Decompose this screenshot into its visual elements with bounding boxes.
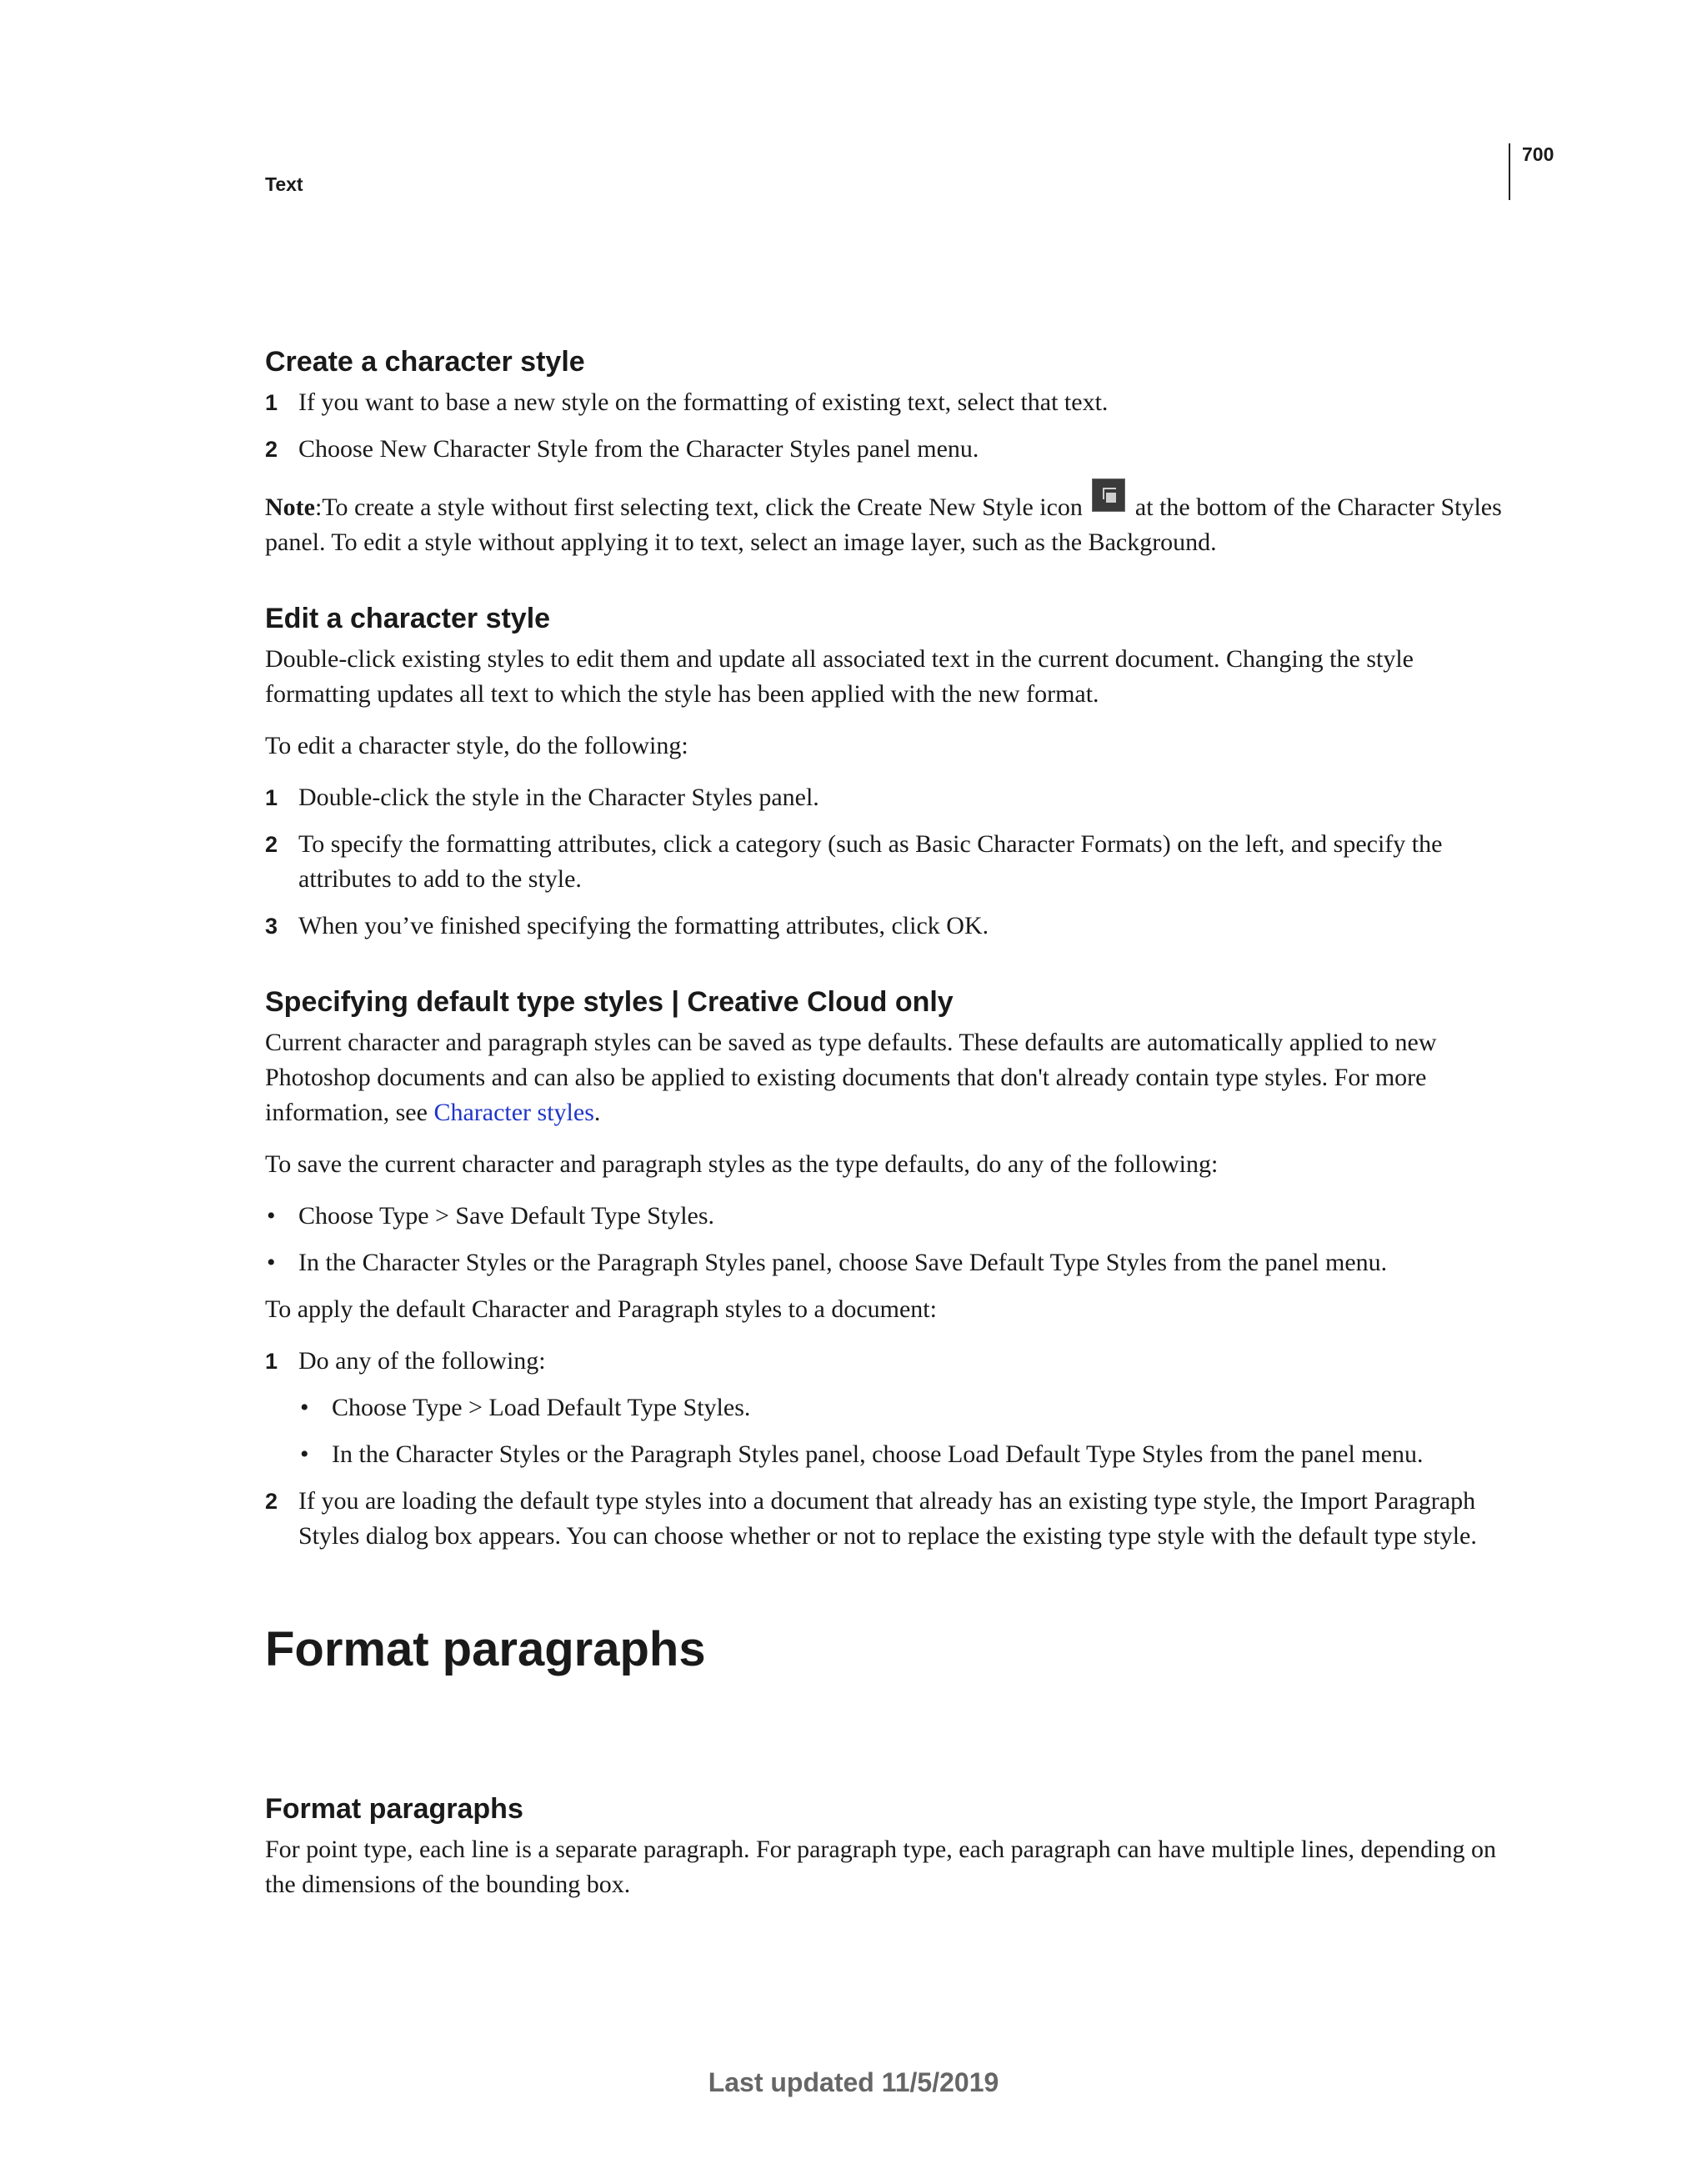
list-item (265, 780, 1503, 815)
section-title: Format paragraphs (265, 1793, 523, 1825)
bullet-glyph: • (267, 1202, 276, 1230)
step-number: 2 (265, 437, 278, 462)
page-number-rule (1509, 143, 1510, 200)
section-create-character-style (265, 343, 1503, 560)
bullet-text: Choose Type > Save Default Type Styles. (298, 1202, 715, 1230)
list-item (265, 385, 1503, 420)
step-number: 1 (265, 785, 278, 810)
step-text: Do any of the following: (298, 1347, 546, 1375)
section-default-type-styles (265, 984, 1503, 1554)
save-bullets-list (265, 1199, 1503, 1280)
list-item (265, 1344, 1503, 1472)
step-text: When you’ve finished specifying the formatting attributes, click OK. (298, 912, 989, 939)
lead-paragraph: To edit a character style, do the following: (265, 732, 688, 759)
step-number: 3 (265, 914, 278, 939)
list-item (265, 1484, 1503, 1554)
bullet-glyph: • (267, 1249, 276, 1276)
step-text: To specify the formatting attributes, click a category (such as Basic Character Formats) on the left, and specify the attributes to add to the style. (298, 830, 1443, 893)
step-number: 2 (265, 832, 278, 857)
intro-paragraph (265, 1025, 1503, 1130)
step-number: 2 (265, 1489, 278, 1514)
note-label: Note (265, 493, 315, 521)
list-item (265, 1245, 1503, 1280)
bullet-text: In the Character Styles or the Paragraph Styles panel, choose Load Default Type Styles from the panel menu. (332, 1440, 1424, 1468)
body-paragraph: For point type, each line is a separate paragraph. For paragraph type, each paragraph can have multiple lines, depending on the dimensions of the bounding box. (265, 1836, 1496, 1898)
step-text: If you are loading the default type styles into a document that already has an existing type style, the Import Paragraph Styles dialog box appears. You can choose whether or not to replace the existing type style with the default type style. (298, 1487, 1477, 1550)
section-title: Create a character style (265, 346, 585, 378)
create-new-style-icon (1092, 478, 1125, 512)
steps-list (265, 780, 1503, 944)
page-content (265, 343, 1503, 1919)
list-item (298, 1390, 1503, 1425)
step-text: Double-click the style in the Character Styles panel. (298, 784, 819, 811)
note-text-before-icon: :To create a style without first selecting text, click the Create New Style icon (314, 493, 1083, 521)
intro-text: Current character and paragraph styles can be saved as type defaults. These defaults are automatically applied to new Photoshop documents and can also be applied to existing documents that don't already contain type styles. For more information, see (265, 1029, 1437, 1126)
section-edit-character-style (265, 600, 1503, 944)
step-text: If you want to base a new style on the formatting of existing text, select that text. (298, 388, 1109, 416)
list-item (265, 432, 1503, 467)
save-lead-paragraph: To save the current character and paragraph styles as the type defaults, do any of the following: (265, 1150, 1219, 1178)
steps-list (265, 385, 1503, 467)
intro-paragraph: Double-click existing styles to edit them and update all associated text in the current document. Changing the style formatting updates all text to which the style has been applied with the new format. (265, 645, 1414, 708)
section-title: Specifying default type styles | Creative Cloud only (265, 986, 954, 1018)
list-item (298, 1437, 1503, 1472)
note-text-after-icon: at the bottom of the Character Styles panel. To edit a style without applying it to text, select an image layer, such as the Background. (265, 493, 1502, 556)
list-item (265, 1199, 1503, 1234)
page-number: 700 (1522, 143, 1554, 165)
bullet-text: Choose Type > Load Default Type Styles. (332, 1394, 751, 1421)
list-item (265, 909, 1503, 944)
section-format-paragraphs (265, 1620, 1503, 1902)
character-styles-link[interactable]: Character styles (433, 1099, 594, 1126)
apply-lead-paragraph: To apply the default Character and Paragraph styles to a document: (265, 1295, 937, 1323)
bullet-glyph: • (300, 1440, 309, 1468)
chapter-title: Format paragraphs (265, 1622, 706, 1676)
bullet-glyph: • (300, 1394, 309, 1421)
sub-bullets-list (298, 1390, 1503, 1472)
bullet-text: In the Character Styles or the Paragraph Styles panel, choose Save Default Type Styles from the panel menu. (298, 1249, 1388, 1276)
section-title: Edit a character style (265, 603, 551, 634)
step-number: 1 (265, 390, 278, 415)
apply-steps-list (265, 1344, 1503, 1554)
step-number: 1 (265, 1349, 278, 1374)
note-paragraph (265, 478, 1503, 560)
intro-text-end: . (593, 1099, 601, 1126)
running-head: Text (265, 173, 303, 195)
footer-last-updated: Last updated 11/5/2019 (708, 2067, 999, 2097)
step-text: Choose New Character Style from the Character Styles panel menu. (298, 435, 979, 463)
list-item (265, 827, 1503, 897)
